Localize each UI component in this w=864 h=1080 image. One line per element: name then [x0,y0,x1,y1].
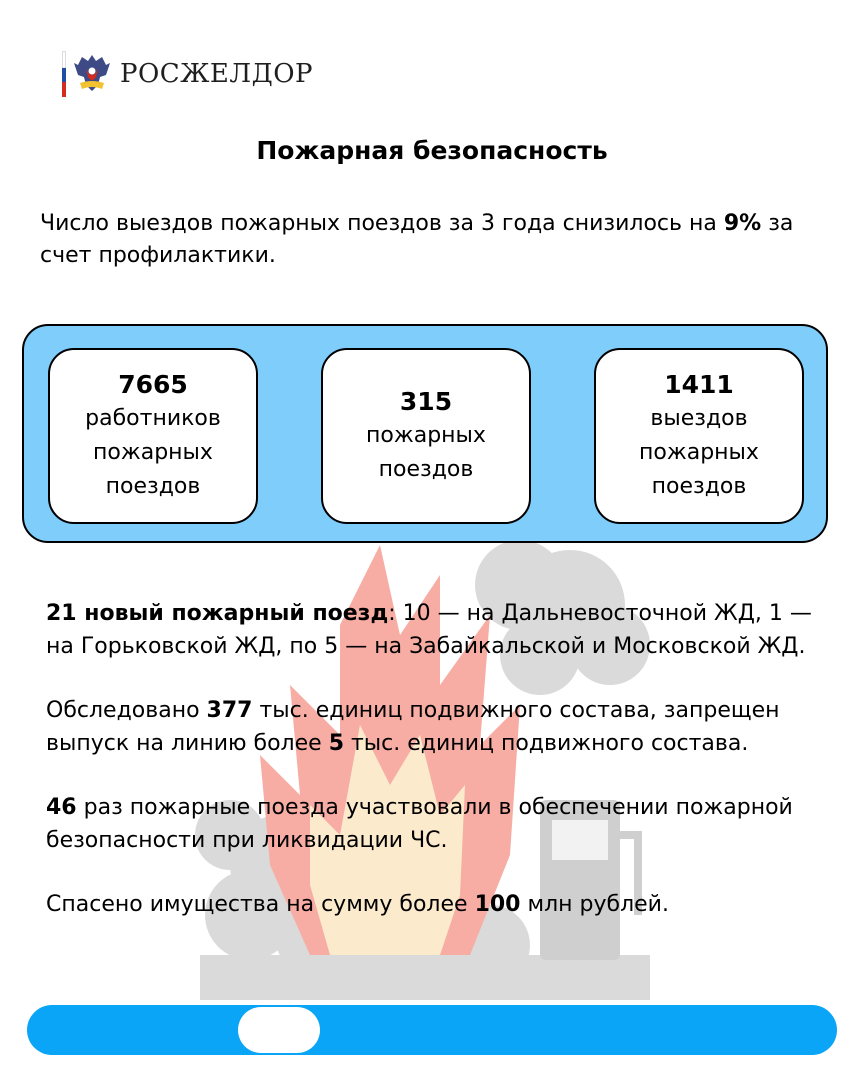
fact-text: тыс. единиц подвижного состава, запрещен выпуск на линию более [46,698,780,756]
fact-text: Обследовано [46,698,207,723]
fact-bold: 21 новый пожарный поезд [46,601,389,626]
fact-bold: 46 [46,795,77,820]
intro-text-before: Число выездов пожарных поездов за 3 года снизилось на [40,211,724,236]
fact-bold: 100 [474,892,521,917]
facts-list [46,597,836,952]
fact-inspections [46,694,836,760]
logo [62,50,313,98]
stat-card-workers [48,348,258,524]
intro-text [40,208,820,272]
stat-label: пожарных поездов [366,423,486,482]
logo-text: РОСЖЕЛДОР [120,59,314,89]
page-title: Пожарная безопасность [256,136,608,165]
stat-label: выездов пожарных поездов [639,406,759,499]
bottom-progress-bar [27,1005,837,1055]
fact-text: Спасено имущества на сумму более [46,892,475,917]
stat-card-calls [594,348,804,524]
flag-stripes [62,51,66,97]
fact-text: млн рублей. [520,892,669,917]
eagle-emblem-icon [72,51,112,97]
stat-label: работников пожарных поездов [85,406,221,499]
fact-emergencies [46,791,836,857]
stat-value: 7665 [118,370,188,399]
stat-value: 315 [399,387,453,416]
fact-text: : 10 — на Дальневосточной ЖД, 1 — на Горьковской ЖД, по 5 — на Забайкальской и Московской ЖД. [46,601,812,659]
stat-value: 1411 [664,370,734,399]
intro-text-after: за счет профилактики. [40,211,794,268]
fact-bold: 377 [206,698,253,723]
stat-card-trains [321,348,531,524]
fact-bold: 5 [328,731,344,756]
intro-highlight: 9% [723,211,762,236]
fact-new-trains [46,597,836,663]
bottom-pill-indicator[interactable] [238,1007,320,1053]
fact-text: тыс. единиц подвижного состава. [344,731,749,756]
fact-saved-property [46,888,836,921]
fact-text: раз пожарные поезда участвовали в обеспечении пожарной безопасности при ликвидации ЧС. [46,795,793,853]
stats-panel [22,324,828,543]
